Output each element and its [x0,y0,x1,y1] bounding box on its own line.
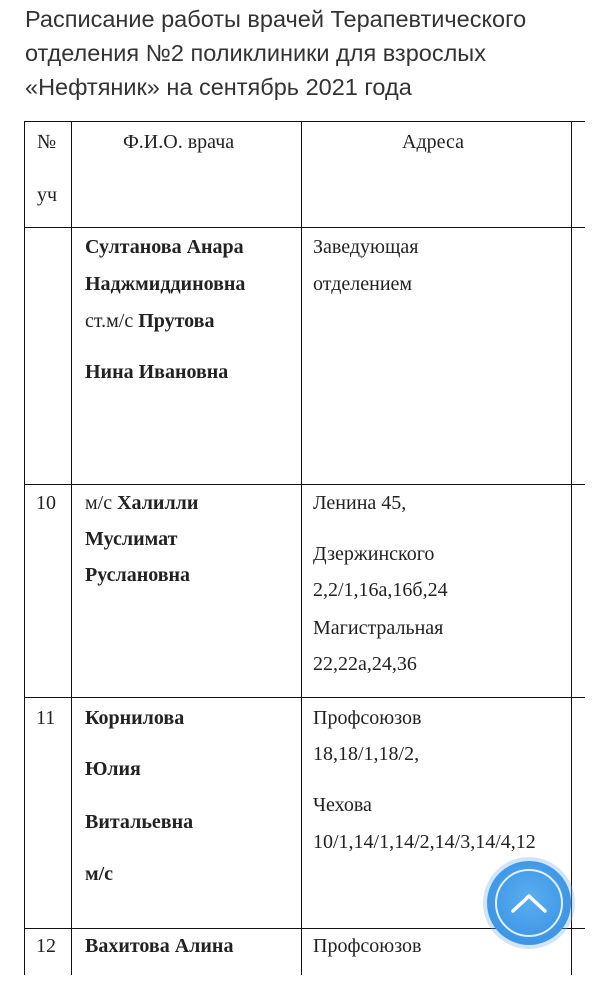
header-num-line1: № [37,131,57,153]
chevron-up-icon [509,891,549,915]
address-line: Чехова [313,794,372,816]
address-line: Дзержинского [313,543,435,565]
table-row-divider [25,484,585,485]
district-number: 12 [36,935,56,957]
doctor-name: Халилли [117,492,199,514]
district-number: 10 [36,492,56,514]
address-line: Заведующая [313,236,419,258]
schedule-table [24,121,585,982]
table-row-divider [25,697,585,698]
header-doctor-name: Ф.И.О. врача [123,131,235,153]
address-line: 10/1,14/1,14/2,14/3,14/4,12 [313,831,536,853]
nurse-prefix: ст.м/с [85,310,139,332]
title-line-1: Расписание работы врачей Терапевтического [25,6,527,32]
nurse-name: Нина Ивановна [85,361,229,383]
header-address: Адреса [402,131,464,153]
table-column-divider [571,122,572,982]
table-column-divider [301,122,302,982]
address-line: 18,18/1,18/2, [313,743,420,765]
page-title [25,2,595,104]
doctor-name: Руслановна [85,564,191,586]
scroll-to-top-button[interactable] [487,861,571,945]
doctor-name: Витальевна [85,811,194,833]
address-line: 22,22а,24,36 [313,653,417,675]
nurse-prefix: м/с [85,492,118,514]
doctor-name: Наджмиддиновна [85,273,246,295]
nurse-line [85,309,214,333]
bottom-fade [0,975,601,1000]
nurse-prefix: м/с [85,863,114,885]
address-line: Ленина 45, [313,492,407,514]
nurse-line [85,491,198,515]
address-line: Профсоюзов [313,707,422,729]
title-line-3: «Нефтяник» на сентябрь 2021 года [25,74,412,100]
address-line: Профсоюзов [313,935,422,957]
button-ring [495,869,563,937]
doctor-name: Султанова Анара [85,236,244,258]
header-num-line2: уч [37,184,58,206]
table-column-divider [71,122,72,982]
doctor-name: Юлия [85,758,141,780]
district-number: 11 [36,707,56,729]
address-line: Магистральная [313,617,444,639]
doctor-name: Корнилова [85,707,185,729]
table-row-divider [25,227,585,228]
doctor-name: Муслимат [85,528,178,550]
nurse-name: Прутова [138,310,215,332]
title-line-2: отделения №2 поликлиники для взрослых [25,40,486,66]
address-line: 2,2/1,16а,16б,24 [313,579,448,601]
address-line: отделением [313,273,413,295]
doctor-name: Вахитова Алина [85,935,234,957]
